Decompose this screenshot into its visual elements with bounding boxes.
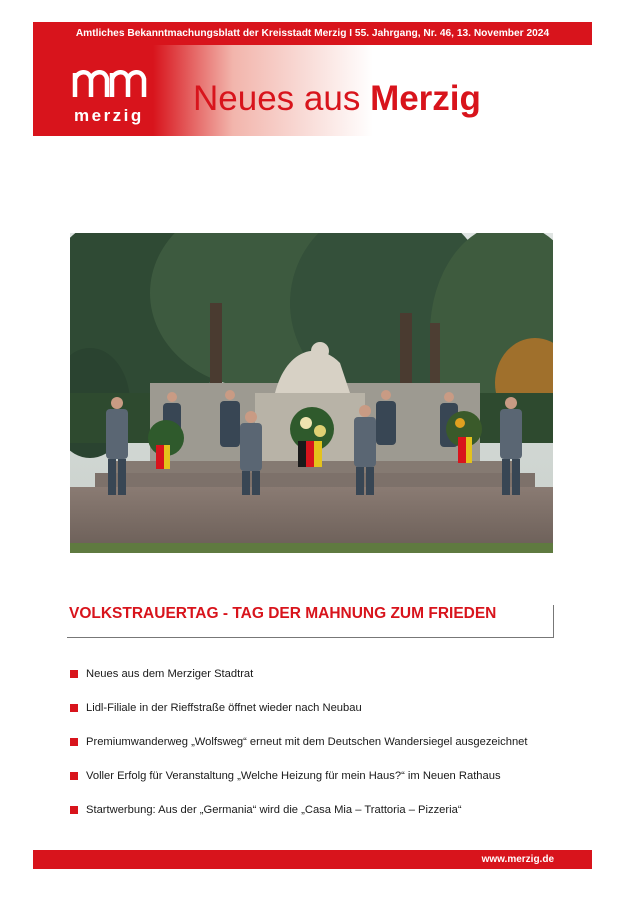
title-bold: Merzig — [370, 79, 481, 118]
square-bullet-icon — [70, 806, 78, 814]
main-headline: VOLKSTRAUERTAG - TAG DER MAHNUNG ZUM FRIEDEN — [69, 605, 497, 622]
square-bullet-icon — [70, 670, 78, 678]
contents-item — [70, 764, 590, 798]
footer-bar — [33, 850, 592, 869]
contents-item-text: Voller Erfolg für Veranstaltung „Welche Heizung für mein Haus?“ im Neuen Rathaus — [86, 770, 501, 782]
main-headline-box — [67, 605, 554, 638]
contents-item — [70, 798, 590, 832]
square-bullet-icon — [70, 772, 78, 780]
website-link[interactable]: www.merzig.de — [481, 854, 554, 865]
contents-item — [70, 662, 590, 696]
contents-item-text: Startwerbung: Aus der „Germania“ wird die „Casa Mia – Trattoria – Pizzeria“ — [86, 804, 462, 816]
issue-info-bar — [33, 22, 592, 45]
contents-item — [70, 730, 590, 764]
square-bullet-icon — [70, 704, 78, 712]
contents-item-text: Premiumwanderweg „Wolfsweg“ erneut mit dem Deutschen Wandersiegel ausgezeichnet — [86, 736, 528, 748]
logo-wordmark: merzig — [74, 106, 144, 125]
cover-photo — [70, 233, 553, 553]
square-bullet-icon — [70, 738, 78, 746]
contents-item — [70, 696, 590, 730]
contents-list — [70, 662, 590, 832]
contents-item-text: Lidl-Filiale in der Rieffstraße öffnet wieder nach Neubau — [86, 702, 362, 714]
contents-item-text: Neues aus dem Merziger Stadtrat — [86, 668, 254, 680]
issue-info-text: Amtliches Bekanntmachungsblatt der Kreisstadt Merzig I 55. Jahrgang, Nr. 46, 13. November 2024 — [75, 28, 550, 39]
title-regular: Neues aus — [193, 79, 361, 118]
publication-title — [193, 79, 481, 119]
masthead — [33, 45, 592, 136]
